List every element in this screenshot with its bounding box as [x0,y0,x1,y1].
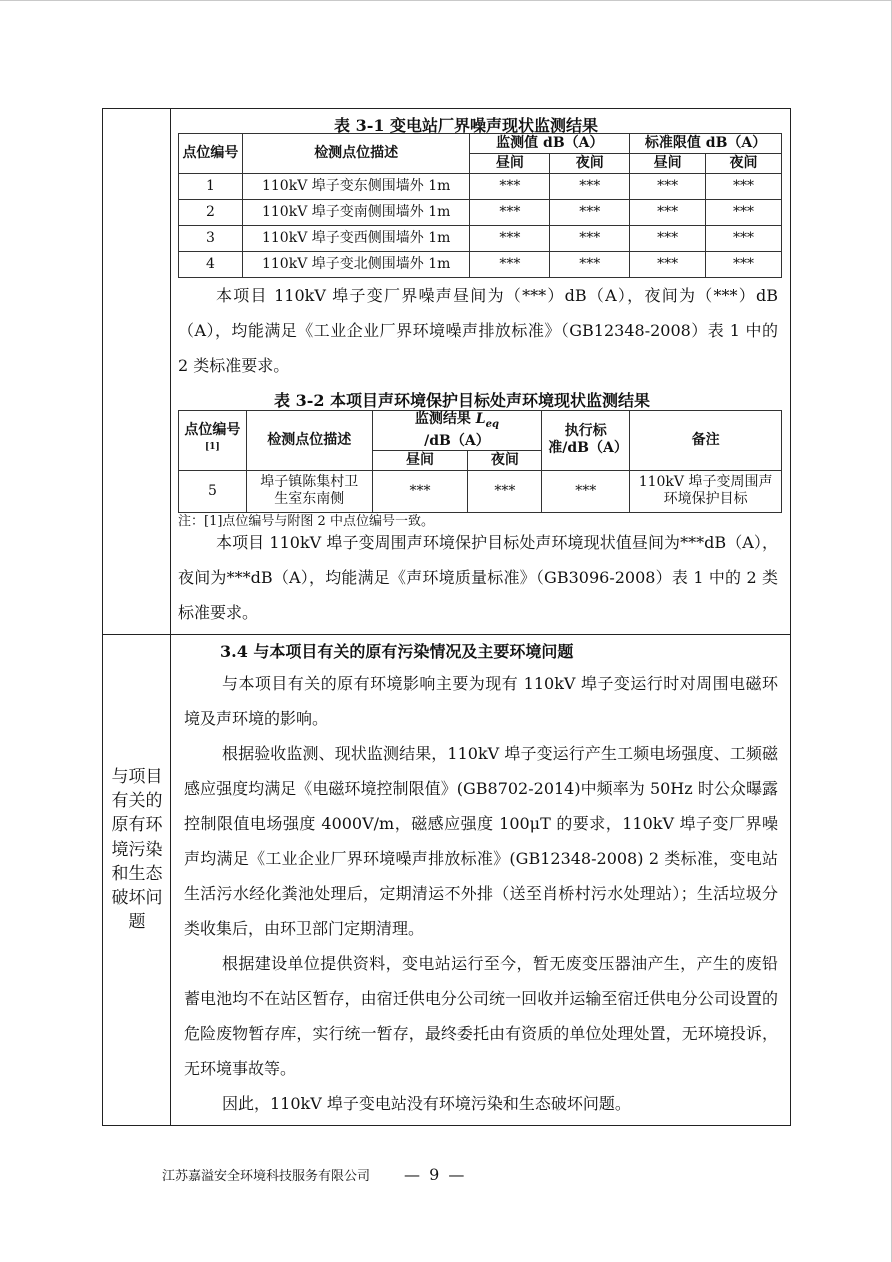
page-edge [0,0,892,1]
footer-company: 江苏嘉溢安全环境科技服务有限公司 [162,1169,371,1184]
cell-value: *** [550,174,630,200]
table-row [179,134,782,154]
header-night: 夜间 [550,154,630,174]
header-day: 昼间 [372,450,468,470]
cell-desc: 埠子镇陈集村卫生室东南侧 [246,470,372,512]
cell-value: *** [550,252,630,278]
row-divider [103,634,790,635]
table-row [179,470,782,512]
header-day: 昼间 [630,154,706,174]
page-number: — 9 — [404,1165,467,1184]
header-result: 监测结果 $L_{eq}$ /dB（A） [372,411,542,451]
table-row [179,200,782,226]
cell-value: *** [550,226,630,252]
section-side-label: 与项目有关的原有环境污染和生态破坏问题 [111,767,163,933]
table-note: 注：[1]点位编号与附图 2 中点位编号一致。 [178,514,434,529]
paragraph-intro: 与本项目有关的原有环境影响主要为现有 110kV 埠子变运行时对周围电磁环境及声环境的影响。 [184,674,778,728]
section-heading: 3.4 与本项目有关的原有污染情况及主要环境问题 [220,642,574,661]
cell-id: 4 [179,252,243,278]
cell-value: *** [630,200,706,226]
cell-value: *** [706,226,782,252]
header-point-id: 点位编号[1] [179,411,247,471]
paragraph-conclusion: 因此，110kV 埠子变电站没有环境污染和生态破坏问题。 [222,1094,631,1113]
table2 [178,410,782,513]
cell-value: *** [630,252,706,278]
header-night: 夜间 [706,154,782,174]
paragraph-waste: 根据建设单位提供资料，变电站运行至今，暂无废变压器油产生，产生的废铅蓄电池均不在站区暂存，由宿迁供电分公司统一回收并运输至宿迁供电分公司设置的危险废物暂存库，实行统一暂存，最终委托由有资质的单位处理处置，无环境投诉，无环境事故等。 [184,954,778,1078]
header-standard: 执行标准/dB（A） [542,411,630,471]
header-measured: 监测值 dB（A） [470,134,630,154]
cell-value: *** [550,200,630,226]
paragraph-target-summary: 本项目 110kV 埠子变周围声环境保护目标处声环境现状值昼间为***dB（A），夜间为***dB（A），均能满足《声环境质量标准》（GB3096-2008）表 1 中的 2 类标准要求。 [178,533,778,622]
cell-desc: 110kV 埠子变北侧围墙外 1m [242,252,470,278]
cell-value: *** [372,470,468,512]
paragraph-monitoring: 根据验收监测、现状监测结果，110kV 埠子变运行产生工频电场强度、工频磁感应强度均满足《电磁环境控制限值》(GB8702-2014)中频率为 50Hz 时公众曝露控制限值电场强度 4000V/m，磁感应强度 100μT 的要求，110kV 埠子变厂界噪声均满足《工业企业厂界环境噪声排放标准》(GB12348-2008) 2 类标准，变电站生活污水经化粪池处理后，定期清运不外排（送至肖桥村污水处理站）；生活垃圾分类收集后，由环卫部门定期清理。 [184,744,778,938]
table1 [178,133,782,278]
header-day: 昼间 [470,154,550,174]
header-description: 检测点位描述 [242,134,470,174]
table2-caption: 表 3-2 本项目声环境保护目标处声环境现状监测结果 [274,391,651,410]
cell-value: *** [468,470,542,512]
table-row [179,411,782,451]
cell-value: *** [630,226,706,252]
table-row [179,174,782,200]
cell-value: *** [470,174,550,200]
cell-id: 2 [179,200,243,226]
cell-id: 3 [179,226,243,252]
cell-id: 1 [179,174,243,200]
table-row [179,252,782,278]
left-label-column [103,109,171,1125]
table1-caption: 表 3-1 变电站厂界噪声现状监测结果 [334,116,599,135]
cell-value: *** [470,252,550,278]
header-point-id: 点位编号 [179,134,243,174]
paragraph-noise-summary: 本项目 110kV 埠子变厂界噪声昼间为（***）dB（A），夜间为（***）dB（A），均能满足《工业企业厂界环境噪声排放标准》（GB12348-2008）表 1 中的 2 类标准要求。 [178,286,778,375]
header-night: 夜间 [468,450,542,470]
table-row [179,226,782,252]
header-limit: 标准限值 dB（A） [630,134,782,154]
cell-remark: 110kV 埠子变周围声环境保护目标 [630,470,782,512]
cell-desc: 110kV 埠子变东侧围墙外 1m [242,174,470,200]
cell-value: *** [470,226,550,252]
cell-desc: 110kV 埠子变西侧围墙外 1m [242,226,470,252]
cell-value: *** [542,470,630,512]
header-description: 检测点位描述 [246,411,372,471]
cell-value: *** [630,174,706,200]
cell-value: *** [706,252,782,278]
cell-value: *** [470,200,550,226]
cell-desc: 110kV 埠子变南侧围墙外 1m [242,200,470,226]
cell-value: *** [706,174,782,200]
header-remark: 备注 [630,411,782,471]
cell-value: *** [706,200,782,226]
cell-id: 5 [179,470,247,512]
